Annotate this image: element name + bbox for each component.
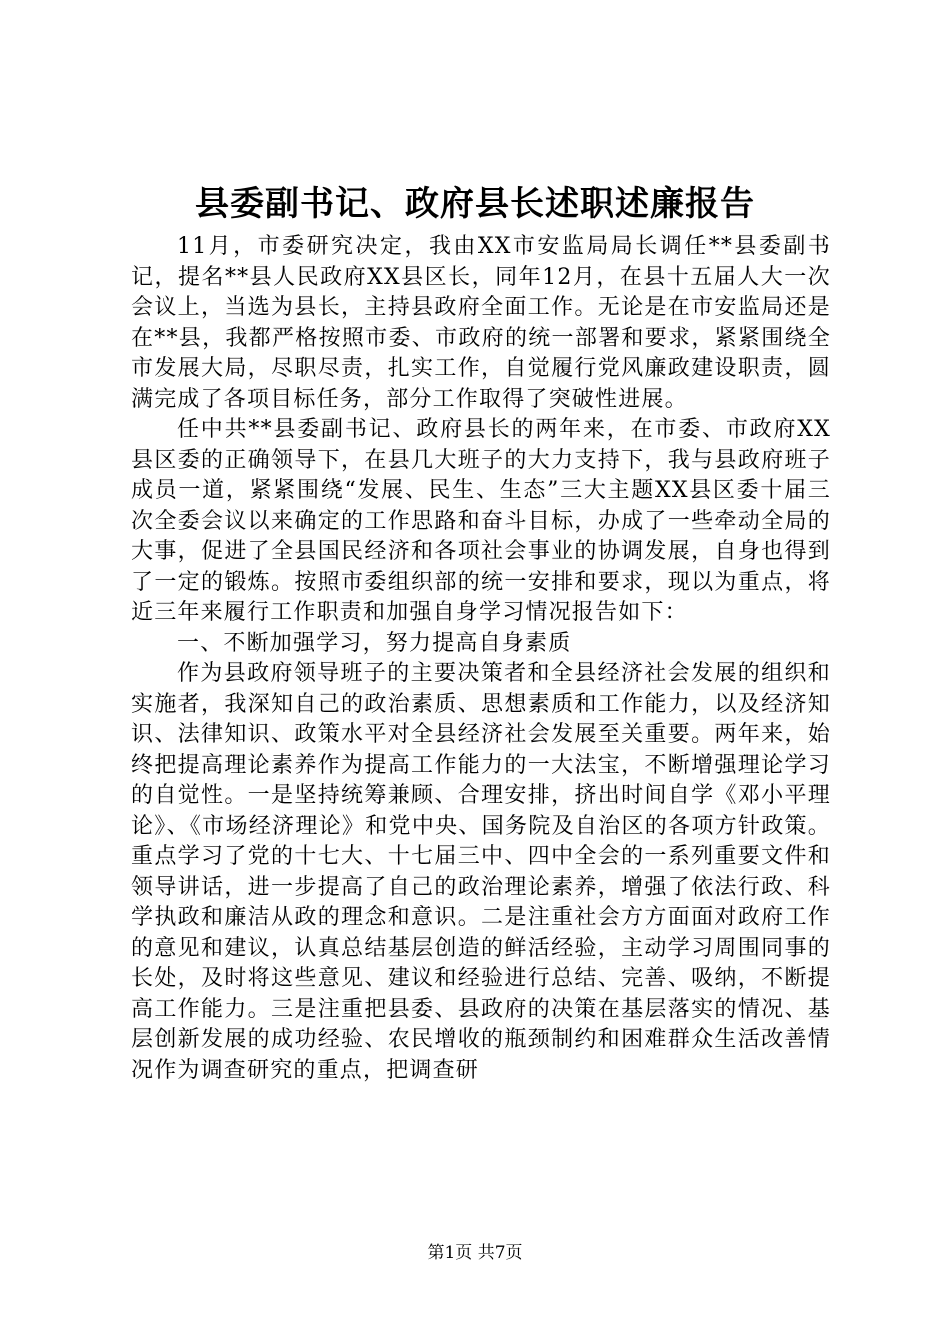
document-title: 县委副书记、政府县长述职述廉报告 [195,184,755,224]
section-heading-study: 一、不断加强学习，努力提高自身素质 [177,630,572,656]
paragraph-study: 作为县政府领导班子的主要决策者和全县经济社会发展的组织和实施者，我深知自己的政治素质、思想素质和工作能力，以及经济知识、法律知识、政策水平对全县经济社会发展至关重要。两年来，始终把提高理论素养作为提高工作能力的一大法宝，不断增强理论学习的自觉性。一是坚持统筹兼顾、合理安排，挤出时间自学《邓小平理论》、《市场经济理论》和党中央、国务院及自治区的各项方针政策。重点学习了党的十七大、十七届三中、四中全会的一系列重要文件和领导讲话，进一步提高了自己的政治理论素养，增强了依法行政、科学执政和廉洁从政的理念和意识。二是注重社会方方面面对政府工作的意见和建议，认真总结基层创造的鲜活经验，主动学习周围同事的长处，及时将这些意见、建议和经验进行总结、完善、吸纳，不断提高工作能力。三是注重把县委、县政府的决策在基层落实的情况、基层创新发展的成功经验、农民增收的瓶颈制约和困难群众生活改善情况作为调查研究的重点，把调查研 [131,661,831,1083]
paragraph-intro: 11月，市委研究决定，我由XX市安监局局长调任**县委副书记，提名**县人民政府XX县区长，同年12月，在县十五届人大一次会议上，当选为县长，主持县政府全面工作。无论是在市安监局还是在**县，我都严格按照市委、市政府的统一部署和要求，紧紧围绕全市发展大局，尽职尽责，扎实工作，自觉履行党风廉政建设职责，圆满完成了各项目标任务，部分工作取得了突破性进展。 [131,234,831,412]
document-body [131,232,831,1086]
paragraph-overview: 任中共**县委副书记、政府县长的两年来，在市委、市政府XX县区委的正确领导下，在县几大班子的大力支持下，我与县政府班子成员一道，紧紧围绕“发展、民生、生态”三大主题XX县区委十届三次全委会议以来确定的工作思路和奋斗目标，办成了一些牵动全局的大事，促进了全县国民经济和各项社会事业的协调发展，自身也得到了一定的锻炼。按照市委组织部的统一安排和要求，现以为重点，将近三年来履行工作职责和加强自身学习情况报告如下： [131,417,831,625]
page-number-footer: 第1页 共7页 [427,1243,523,1263]
